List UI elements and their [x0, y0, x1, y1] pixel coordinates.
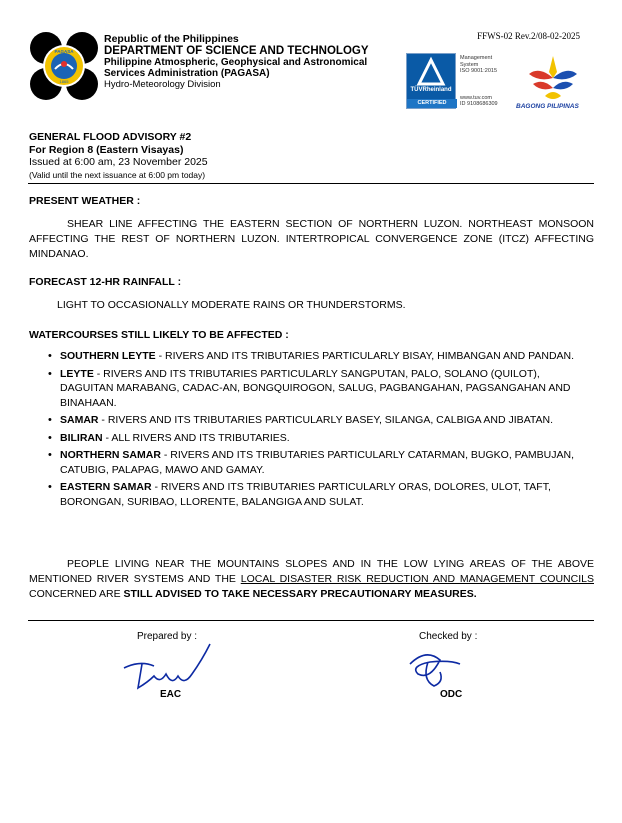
prepared-by-label: Prepared by :	[137, 631, 198, 642]
divider	[28, 183, 594, 184]
prepared-initials: EAC	[160, 689, 182, 700]
tuv-logo	[406, 53, 456, 109]
watercourses-list	[48, 349, 594, 512]
list-item: • BILIRAN - ALL RIVERS AND ITS TRIBUTARIES.	[48, 431, 594, 446]
advisory-title-block	[29, 131, 208, 181]
tuv-brand: TÜVRheinland	[410, 87, 452, 92]
dost-pagasa-logo	[29, 31, 99, 101]
tuv-certification-badge	[406, 53, 510, 109]
present-weather-text: SHEAR LINE AFFECTING THE EASTERN SECTION OF NORTHERN LUZON. NORTHEAST MONSOON AFFECTING THE REST OF NORTHERN LUZON. INTERTROPICAL CONVERGENCE ZONE (ITCZ) AFFECTING MINDANAO.	[29, 218, 594, 260]
list-item: • SAMAR - RIVERS AND ITS TRIBUTARIES PARTICULARLY BASEY, SILANGA, CALBIGA AND JIBATAN.	[48, 413, 594, 428]
lddrmc-text: LOCAL DISASTER RISK REDUCTION AND MANAGEMENT COUNCILS	[240, 573, 594, 585]
watercourses-heading: WATERCOURSES STILL LIKELY TO BE AFFECTED :	[29, 329, 289, 341]
logo-text-top: PAGASA	[54, 49, 74, 54]
republic-line: Republic of the Philippines	[104, 33, 239, 45]
list-item: • EASTERN SAMAR - RIVERS AND ITS TRIBUTARIES PARTICULARLY ORAS, DOLORES, ULOT, TAFT, BORONGAN, SURIBAO, LLORENTE, BALANGIGA AND SULAT.	[48, 480, 594, 509]
bagong-pilipinas-logo	[519, 52, 587, 110]
present-weather-heading: PRESENT WEATHER :	[29, 195, 141, 207]
advisory-validity: (Valid until the next issuance at 6:00 pm today)	[29, 169, 206, 180]
list-item: • LEYTE - RIVERS AND ITS TRIBUTARIES PARTICULARLY SANGPUTAN, PALO, SOLANO (QUILOT), DAGUITAN MARABANG, CADAC-AN, BONGQUIROGON, SALUG, PAGBANGAHAN, PAGSANGAHAN AND BINAHAAN.	[48, 367, 594, 411]
department-line: DEPARTMENT OF SCIENCE AND TECHNOLOGY	[104, 45, 369, 57]
forecast-heading: FORECAST 12-HR RAINFALL :	[29, 276, 182, 288]
agency-line-1: Philippine Atmospheric, Geophysical and Astronomical	[104, 57, 368, 68]
agency-header	[104, 33, 369, 91]
divider	[28, 620, 594, 621]
checked-initials: ODC	[440, 689, 463, 700]
tuv-certified: CERTIFIED	[407, 99, 457, 108]
forecast-text: LIGHT TO OCCASIONALLY MODERATE RAINS OR THUNDERSTORMS.	[57, 299, 406, 311]
form-code: FFWS-02 Rev.2/08-02-2025	[477, 31, 580, 41]
checked-signature	[400, 640, 500, 692]
closing-paragraph: PEOPLE LIVING NEAR THE MOUNTAINS SLOPES AND IN THE LOW LYING AREAS OF THE ABOVE MENTIONED RIVER SYSTEMS AND THE LOCAL DISASTER RISK REDUCTION AND MANAGEMENT COUNCILS CONCERNED ARE STILL ADVISED TO TAKE NECESSARY PRECAUTIONARY MEASURES.	[29, 558, 594, 600]
division-line: Hydro-Meteorology Division	[104, 79, 221, 90]
bagong-pilipinas-label: BAGONG PILIPINAS	[516, 103, 579, 110]
logo-year: 1865	[59, 79, 69, 84]
advisory-title: GENERAL FLOOD ADVISORY #2	[29, 131, 192, 143]
advisory-region: For Region 8 (Eastern Visayas)	[29, 143, 184, 156]
checked-by-label: Checked by :	[419, 631, 478, 642]
list-item: • SOUTHERN LEYTE - RIVERS AND ITS TRIBUTARIES PARTICULARLY BISAY, HIMBANGAN AND PANDAN.	[48, 349, 594, 364]
list-item: • NORTHERN SAMAR - RIVERS AND ITS TRIBUTARIES PARTICULARLY CATARMAN, BUGKO, PAMBUJAN, CATUBIG, PALAPAG, MAWO AND GAMAY.	[48, 448, 594, 477]
advisory-issued: Issued at 6:00 am, 23 November 2025	[29, 156, 208, 168]
tuv-text: Management System ISO 9001:2015 www.tuv.com ID 9108686309	[460, 55, 498, 107]
prepared-signature	[120, 640, 220, 692]
agency-line-2: Services Administration (PAGASA)	[104, 68, 270, 79]
